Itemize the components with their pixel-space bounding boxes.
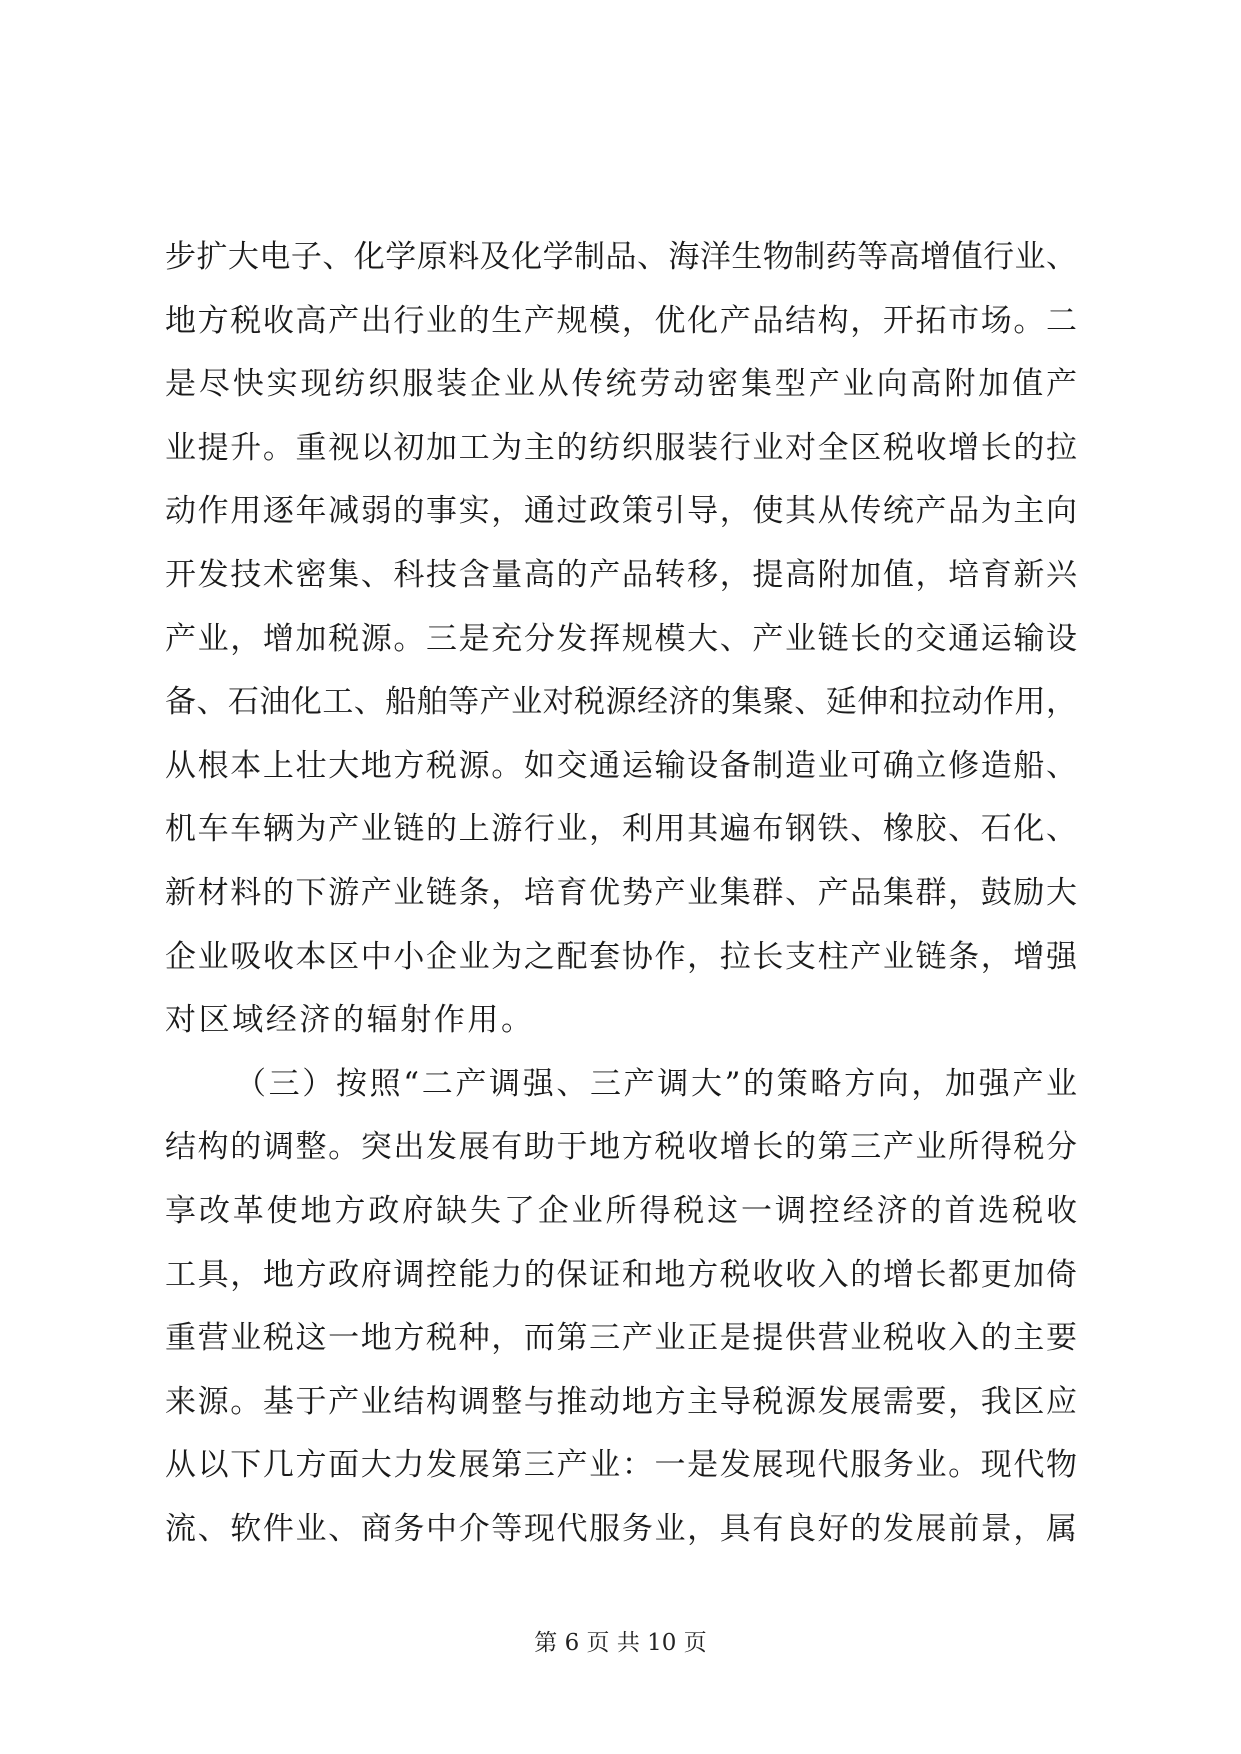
section-heading-line: （三）按照“二产调强、三产调大”的策略方向，加强产业 [235,1065,1077,1102]
text-line: 工具，地方政府调控能力的保证和地方税收收入的增长都更加倚 [165,1256,1077,1293]
text-line: 动作用逐年减弱的事实，通过政策引导，使其从传统产品为主向 [165,493,1077,530]
text-line: 结构的调整。突出发展有助于地方税收增长的第三产业所得税分 [165,1129,1077,1166]
text-line: 从根本上壮大地方税源。如交通运输设备制造业可确立修造船、 [165,747,1077,784]
text-line: 企业吸收本区中小企业为之配套协作，拉长支柱产业链条，增强 [165,938,1077,975]
text-line: 产业，增加税源。三是充分发挥规模大、产业链长的交通运输设 [165,620,1077,657]
text-line: 开发技术密集、科技含量高的产品转移，提高附加值，培育新兴 [165,556,1077,593]
text-line: 备、石油化工、船舶等产业对税源经济的集聚、延伸和拉动作用， [165,684,1077,721]
text-line: 新材料的下游产业链条，培育优势产业集群、产品集群，鼓励大 [165,874,1077,911]
text-line: 享改革使地方政府缺失了企业所得税这一调控经济的首选税收 [165,1192,1077,1229]
page-number-footer: 第 6 页 共 10 页 [534,1630,707,1656]
text-line: 地方税收高产出行业的生产规模，优化产品结构，开拓市场。二 [165,302,1077,339]
text-line: 流、软件业、商务中介等现代服务业，具有良好的发展前景，属 [165,1510,1077,1547]
paragraph-end-line: 对区域经济的辐射作用。 [165,1002,535,1039]
text-line: 来源。基于产业结构调整与推动地方主导税源发展需要，我区应 [165,1383,1077,1420]
text-line: 业提升。重视以初加工为主的纺织服装行业对全区税收增长的拉 [165,429,1077,466]
text-line: 机车车辆为产业链的上游行业，利用其遍布钢铁、橡胶、石化、 [165,811,1077,848]
text-line: 重营业税这一地方税种，而第三产业正是提供营业税收入的主要 [165,1320,1077,1357]
text-line: 步扩大电子、化学原料及化学制品、海洋生物制药等高增值行业、 [165,239,1077,275]
text-line: 是尽快实现纺织服装企业从传统劳动密集型产业向高附加值产 [165,366,1077,403]
text-line: 从以下几方面大力发展第三产业：一是发展现代服务业。现代物 [165,1447,1077,1484]
body-text [165,226,1077,1561]
